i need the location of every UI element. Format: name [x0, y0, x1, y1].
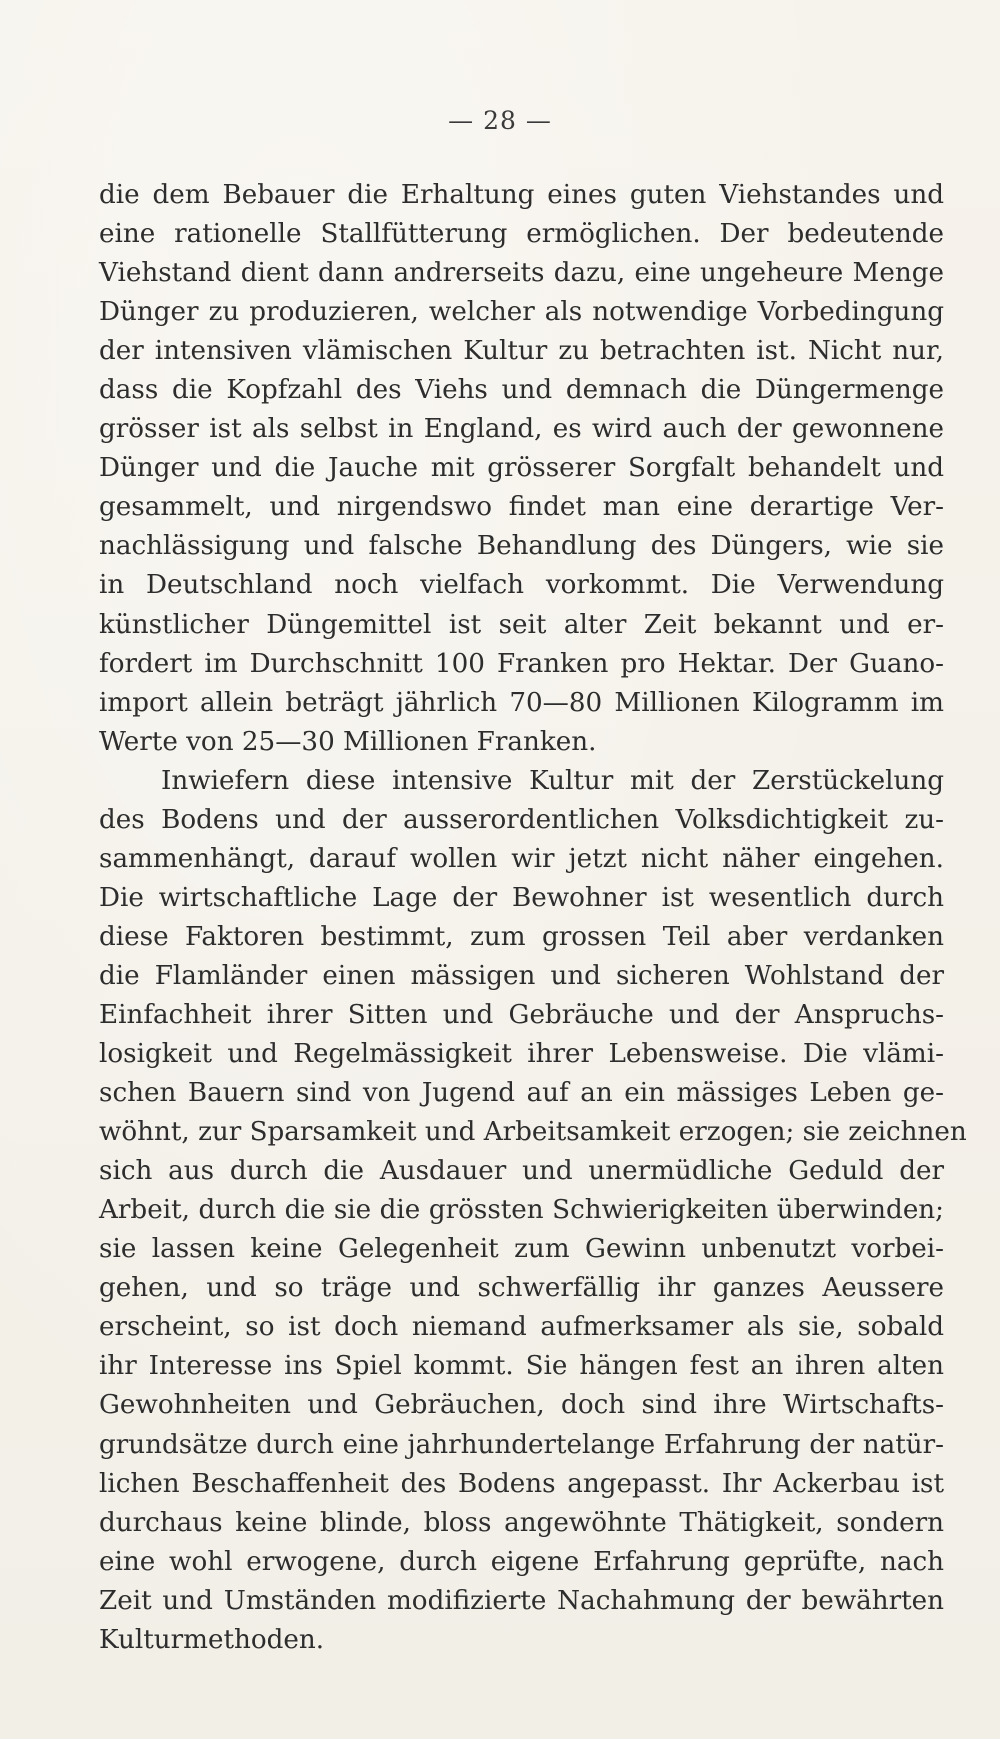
text-line: durchaus keine blinde, bloss angewöhnte Thätigkeit, sondern: [99, 1507, 944, 1538]
text-line: eine wohl erwogene, durch eigene Erfahrung geprüfte, nach: [99, 1546, 944, 1577]
text-line: die dem Bebauer die Erhaltung eines guten Viehstandes und: [99, 180, 944, 210]
text-line: Viehstand dient dann andrerseits dazu, eine ungeheure Menge: [99, 258, 944, 289]
text-line: eine rationelle Stallfütterung ermöglichen. Der bedeutende: [99, 219, 944, 250]
text-line: Werte von 25—30 Millionen Franken.: [99, 726, 597, 757]
text-line: der intensiven vlämischen Kultur zu betrachten ist. Nicht nur,: [99, 336, 944, 367]
text-line: grösser ist als selbst in England, es wird auch der gewonnene: [99, 414, 944, 445]
body-text: [99, 176, 967, 1660]
text-line: die Flamländer einen mässigen und sicheren Wohlstand der: [99, 960, 944, 991]
text-line: sich aus durch die Ausdauer und unermüdliche Geduld der: [99, 1156, 944, 1187]
text-line: Gewohnheiten und Gebräuchen, doch sind ihre Wirtschafts-: [99, 1390, 944, 1421]
text-line: Dünger zu produzieren, welcher als notwendige Vorbedingung: [99, 297, 944, 328]
text-line: sammenhängt, darauf wollen wir jetzt nicht näher eingehen.: [99, 843, 944, 874]
text-line: sie lassen keine Gelegenheit zum Gewinn unbenutzt vorbei-: [99, 1234, 944, 1265]
text-line: Inwiefern diese intensive Kultur mit der Zerstückelung: [161, 765, 944, 796]
text-line: Dünger und die Jauche mit grösserer Sorgfalt behandelt und: [99, 453, 944, 484]
text-line: grundsätze durch eine jahrhundertelange Erfahrung der natür-: [99, 1429, 944, 1460]
text-line: gesammelt, und nirgendswo findet man eine derartige Ver-: [99, 492, 944, 523]
text-line: Kulturmethoden.: [99, 1624, 325, 1655]
text-line: Einfachheit ihrer Sitten und Gebräuche und der Anspruchs-: [99, 999, 944, 1030]
paragraph-2: [99, 762, 967, 1660]
text-line: nachlässigung und falsche Behandlung des Düngers, wie sie: [99, 531, 944, 562]
paragraph-1: [99, 176, 944, 762]
text-line: lichen Beschaffenheit des Bodens angepasst. Ihr Ackerbau ist: [99, 1468, 944, 1499]
text-line: künstlicher Düngemittel ist seit alter Zeit bekannt und er-: [99, 609, 944, 640]
text-line: import allein beträgt jährlich 70—80 Millionen Kilogramm im: [99, 687, 944, 718]
text-line: wöhnt, zur Sparsamkeit und Arbeitsamkeit erzogen; sie zeichnen: [99, 1117, 967, 1148]
text-line: schen Bauern sind von Jugend auf an ein mässiges Leben ge-: [99, 1078, 944, 1109]
text-line: ihr Interesse ins Spiel kommt. Sie hängen fest an ihren alten: [99, 1351, 944, 1382]
text-line: erscheint, so ist doch niemand aufmerksamer als sie, sobald: [99, 1312, 944, 1343]
text-line: des Bodens und der ausserordentlichen Volksdichtigkeit zu-: [99, 804, 944, 835]
text-line: gehen, und so träge und schwerfällig ihr ganzes Aeussere: [99, 1273, 944, 1304]
page-number: — 28 —: [448, 106, 552, 135]
text-line: losigkeit und Regelmässigkeit ihrer Lebensweise. Die vlämi-: [99, 1039, 944, 1070]
text-line: Arbeit, durch die sie die grössten Schwierigkeiten überwinden;: [99, 1195, 944, 1226]
text-line: dass die Kopfzahl des Viehs und demnach die Düngermenge: [99, 375, 944, 406]
text-line: fordert im Durchschnitt 100 Franken pro Hektar. Der Guano-: [99, 648, 944, 679]
text-line: diese Faktoren bestimmt, zum grossen Teil aber verdanken: [99, 921, 944, 952]
text-line: in Deutschland noch vielfach vorkommt. Die Verwendung: [99, 570, 944, 601]
text-line: Die wirtschaftliche Lage der Bewohner ist wesentlich durch: [99, 882, 944, 913]
text-line: Zeit und Umständen modifizierte Nachahmung der bewährten: [99, 1585, 944, 1616]
